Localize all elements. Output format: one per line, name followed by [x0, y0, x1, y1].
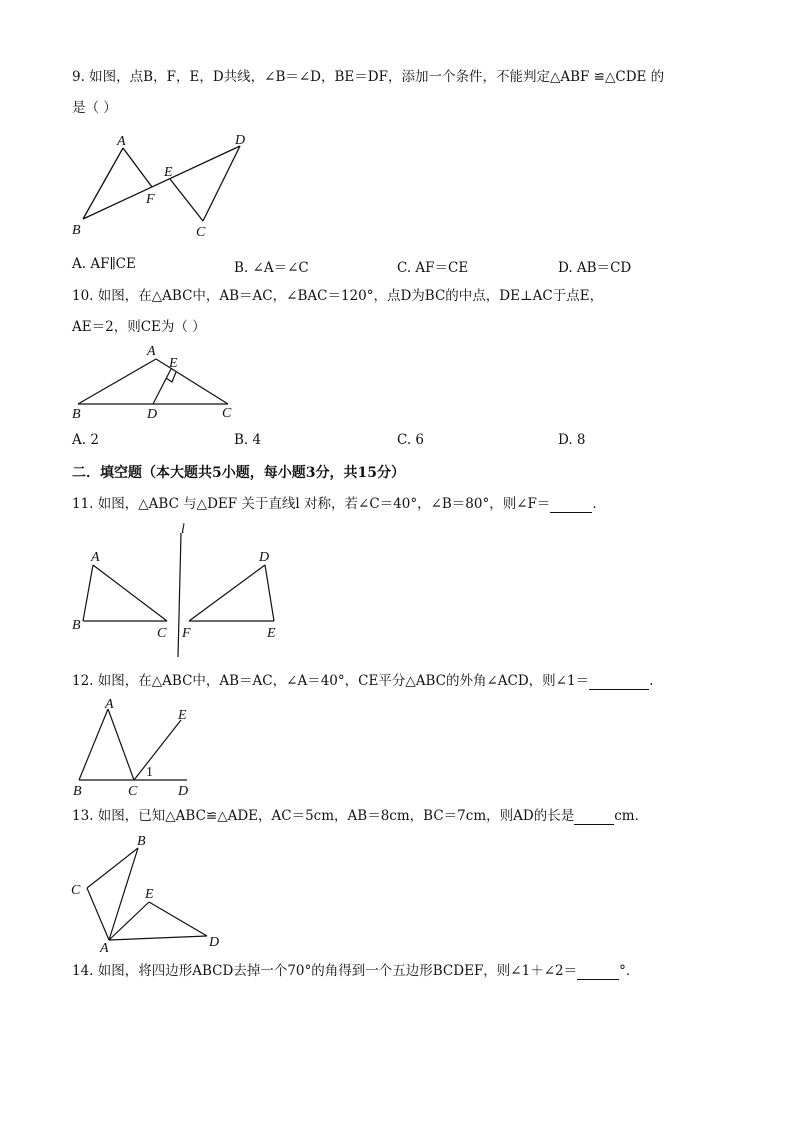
- q10-label-e: E: [169, 356, 178, 371]
- q13-figure: [65, 830, 235, 955]
- q12-label-c: C: [128, 784, 138, 799]
- q9-label-b: B: [72, 223, 81, 238]
- q13-label-c: C: [71, 883, 81, 898]
- q13-text: 13. 如图，已知△ABC≌△ADE，AC＝5cm，AB＝8cm，BC＝7cm，则AD的长是: [72, 808, 575, 824]
- q10-figure: [60, 342, 250, 422]
- q13-label-a: A: [100, 941, 109, 956]
- q11-label-b: B: [72, 618, 81, 633]
- q13-label-e: E: [145, 887, 154, 902]
- q10-label-c: C: [222, 406, 232, 421]
- q10-label-b: B: [72, 407, 81, 422]
- q14-end: °．: [619, 963, 640, 979]
- q12-stem: [72, 672, 653, 690]
- q9-label-d: D: [235, 133, 246, 148]
- q12-text: 12. 如图，在△ABC中，AB＝AC，∠A＝40°，CE平分△ABC的外角∠ACD，则∠1＝: [72, 673, 590, 689]
- q13-answer-blank[interactable]: [574, 810, 614, 825]
- q13-label-b: B: [137, 834, 146, 849]
- q9-label-c: C: [196, 225, 206, 240]
- q9-label-e: E: [164, 165, 173, 180]
- q11-label-a: A: [91, 550, 100, 565]
- q12-figure: [65, 695, 205, 800]
- q13-label-d: D: [209, 935, 220, 950]
- q9-label-f: F: [146, 192, 155, 207]
- q9-stem-line1: 9. 如图，点B，F，E，D共线，∠B＝∠D，BE＝DF，添加一个条件，不能判定△ABF ≌△CDE 的: [72, 69, 665, 85]
- q10-label-a: A: [147, 344, 156, 359]
- q10-stem-line1: 10. 如图，在△ABC中，AB＝AC，∠BAC＝120°，点D为BC的中点，DE⊥AC于点E，: [72, 288, 604, 304]
- q10-option-a: A. 2: [72, 432, 99, 448]
- q13-end: cm．: [614, 808, 649, 824]
- q9-figure: [60, 128, 260, 240]
- q12-answer-blank[interactable]: [589, 675, 649, 690]
- q11-label-l: l: [181, 522, 185, 537]
- q10-option-b: B. 4: [234, 432, 262, 448]
- q10-label-d: D: [147, 407, 158, 422]
- q11-figure: [65, 522, 295, 665]
- q9-label-a: A: [117, 134, 126, 149]
- q9-option-c: C. AF＝CE: [397, 260, 469, 276]
- q12-label-d: D: [178, 784, 189, 799]
- q14-stem: [72, 962, 639, 980]
- q11-label-c: C: [157, 626, 167, 641]
- q10-stem-line2: AE＝2，则CE为（ ）: [72, 319, 206, 335]
- q14-text: 14. 如图，将四边形ABCD去掉一个70°的角得到一个五边形BCDEF，则∠1＋∠2＝: [72, 963, 578, 979]
- q10-option-c: C. 6: [397, 432, 425, 448]
- q12-label-e: E: [178, 708, 187, 723]
- q12-label-b: B: [73, 784, 82, 799]
- q9-option-b: B. ∠A＝∠C: [234, 260, 309, 276]
- q11-stem: [72, 495, 597, 513]
- q11-end: .: [592, 496, 597, 512]
- q13-stem: [72, 807, 648, 825]
- q14-answer-blank[interactable]: [577, 965, 619, 980]
- q11-label-d: D: [259, 550, 270, 565]
- q11-text: 11. 如图，△ABC 与△DEF 关于直线l 对称，若∠C＝40°，∠B＝80°，则∠F＝: [72, 496, 551, 512]
- q9-stem-line2: 是（ ）: [72, 100, 117, 116]
- q11-answer-blank[interactable]: [550, 498, 592, 513]
- q9-option-a: A. AF∥CE: [72, 256, 136, 272]
- q12-label-1: 1: [146, 765, 153, 780]
- section-heading: 二．填空题（本大题共5小题，每小题3分，共15分）: [72, 465, 405, 481]
- q11-label-f: F: [182, 626, 191, 641]
- q12-label-a: A: [105, 697, 114, 712]
- q11-label-e: E: [267, 626, 276, 641]
- q12-end: .: [649, 673, 654, 689]
- q10-option-d: D. 8: [558, 432, 586, 448]
- q9-option-d: D. AB＝CD: [558, 260, 632, 276]
